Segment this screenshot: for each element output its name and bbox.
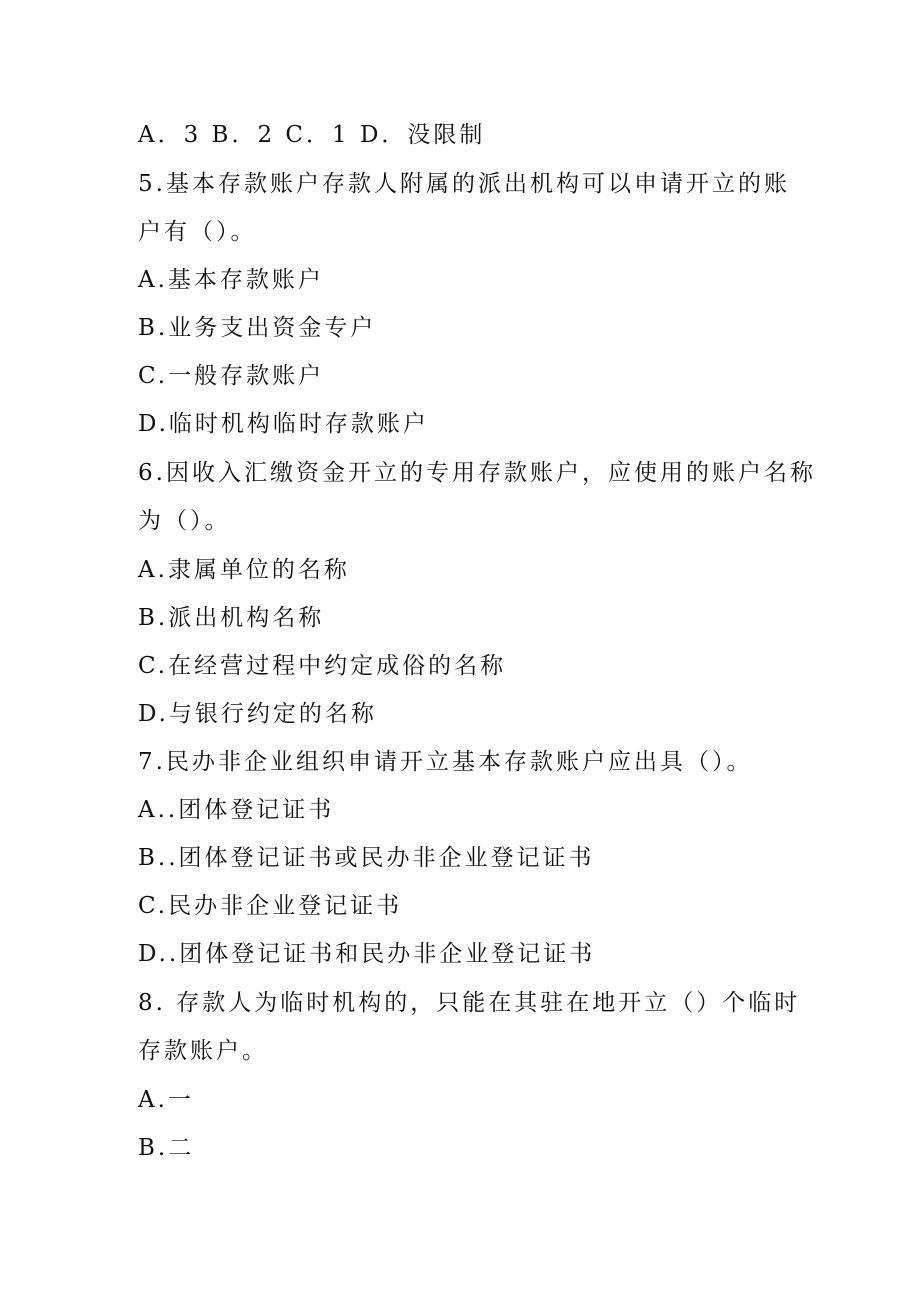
question-6-option-b: B.派出机构名称 [138, 605, 325, 631]
question-6-line-2: 为（）。 [138, 508, 231, 534]
question-5-option-a: A.基本存款账户 [138, 267, 324, 293]
question-7-option-a: A..团体登记证书 [138, 797, 335, 823]
question-5-option-d: D.临时机构临时存款账户 [138, 411, 429, 437]
question-5-option-c: C.一般存款账户 [138, 363, 325, 389]
question-7-option-c: C.民办非企业登记证书 [138, 893, 403, 919]
question-8-option-b: B.二 [138, 1135, 195, 1161]
option-line-q4: A．3 B．2 C．1 D．没限制 [138, 122, 486, 148]
question-5-line-2: 户有（）。 [138, 219, 257, 245]
question-7-line-1: 7.民办非企业组织申请开立基本存款账户应出具（）。 [138, 749, 753, 775]
question-6-option-c: C.在经营过程中约定成俗的名称 [138, 653, 507, 679]
question-8-line-2: 存款账户。 [138, 1038, 268, 1064]
question-7-option-b: B..团体登记证书或民办非企业登记证书 [138, 845, 595, 871]
question-7-option-d: D..团体登记证书和民办非企业登记证书 [138, 941, 596, 967]
question-6-option-d: D.与银行约定的名称 [138, 701, 377, 727]
question-6-option-a: A.隶属单位的名称 [138, 557, 350, 583]
question-5-line-1: 5.基本存款账户存款人附属的派出机构可以申请开立的账 [138, 171, 790, 197]
question-8-line-1: 8. 存款人为临时机构的，只能在其驻在地开立（）个临时 [138, 990, 801, 1016]
question-8-option-a: A.一 [138, 1087, 194, 1113]
question-5-option-b: B.业务支出资金专户 [138, 315, 377, 341]
question-6-line-1: 6.因收入汇缴资金开立的专用存款账户，应使用的账户名称 [138, 460, 816, 486]
